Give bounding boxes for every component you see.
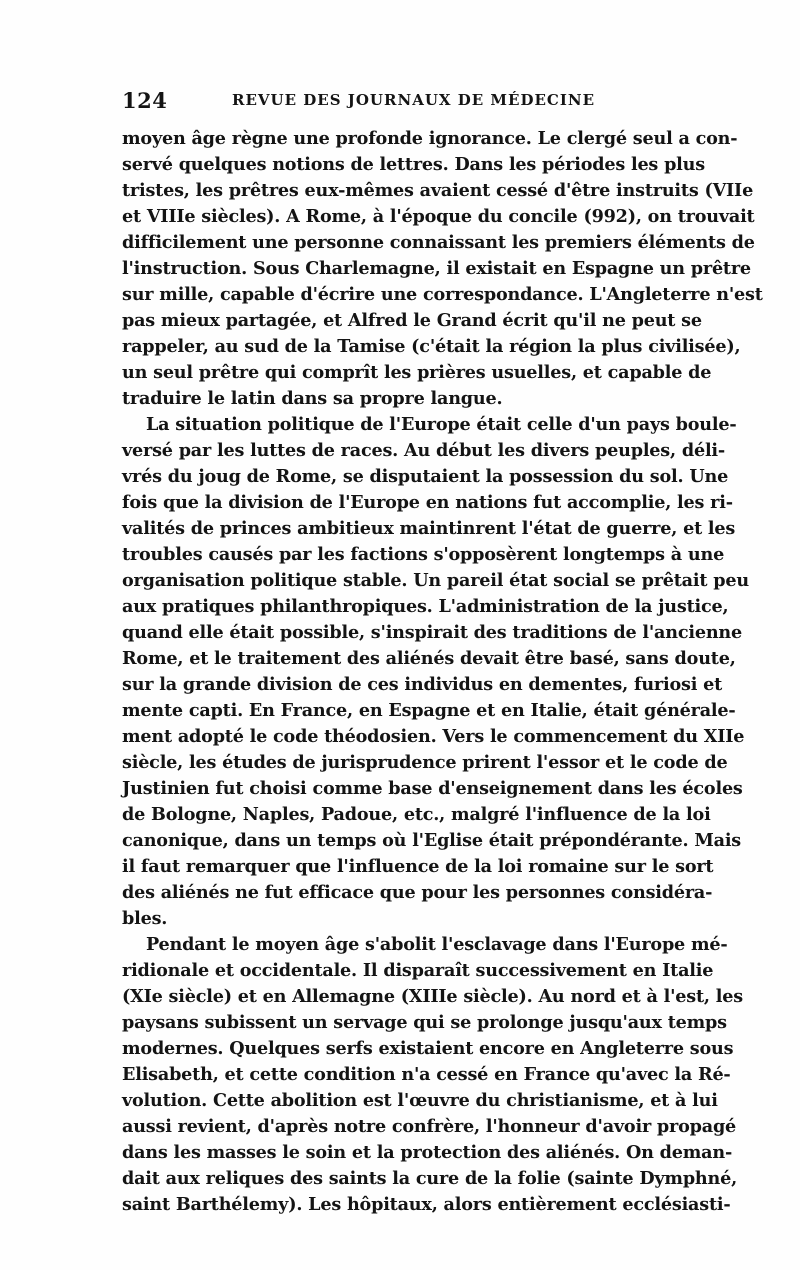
text-line: tristes, les prêtres eux-mêmes avaient cessé d'être instruits (VIIe <box>122 180 754 201</box>
text-line: dans les masses le soin et la protection des aliénés. On deman- <box>122 1142 733 1163</box>
text-line: modernes. Quelques serfs existaient encore en Angleterre sous <box>122 1038 734 1059</box>
text-line: versé par les luttes de races. Au début les divers peuples, déli- <box>122 440 726 461</box>
text-line: aux pratiques philanthropiques. L'administration de la justice, <box>122 596 729 617</box>
text-line: sur mille, capable d'écrire une correspondance. L'Angleterre n'est <box>122 284 763 305</box>
text-line: dait aux reliques des saints la cure de la folie (sainte Dymphné, <box>122 1168 738 1189</box>
text-line: siècle, les études de jurisprudence prirent l'essor et le code de <box>122 752 728 773</box>
text-line: Elisabeth, et cette condition n'a cessé en France qu'avec la Ré- <box>122 1064 731 1085</box>
text-line: de Bologne, Naples, Padoue, etc., malgré l'influence de la loi <box>122 804 711 825</box>
text-line: valités de princes ambitieux maintinrent l'état de guerre, et les <box>122 518 736 539</box>
text-line: fois que la division de l'Europe en nations fut accomplie, les ri- <box>122 492 733 513</box>
text-line: saint Barthélemy). Les hôpitaux, alors entièrement ecclésiasti- <box>122 1194 731 1215</box>
body-text <box>122 126 763 1218</box>
text-line: Justinien fut choisi comme base d'enseignement dans les écoles <box>122 778 743 799</box>
paragraph-start-line: Pendant le moyen âge s'abolit l'esclavage dans l'Europe mé- <box>146 934 728 955</box>
text-line: troubles causés par les factions s'opposèrent longtemps à une <box>122 544 725 565</box>
text-line: organisation politique stable. Un pareil état social se prêtait peu <box>122 570 749 591</box>
text-line: moyen âge règne une profonde ignorance. Le clergé seul a con- <box>122 128 738 149</box>
text-line: quand elle était possible, s'inspirait des traditions de l'ancienne <box>122 622 742 643</box>
paragraph-end-line: traduire le latin dans sa propre langue. <box>122 388 503 409</box>
running-head: REVUE DES JOURNAUX DE MÉDECINE <box>232 91 596 109</box>
text-line: servé quelques notions de lettres. Dans les périodes les plus <box>122 154 705 175</box>
text-line: l'instruction. Sous Charlemagne, il existait en Espagne un prêtre <box>122 258 751 279</box>
text-line: volution. Cette abolition est l'œuvre du christianisme, et à lui <box>122 1090 718 1111</box>
text-line: vrés du joug de Rome, se disputaient la possession du sol. Une <box>122 466 729 487</box>
text-line: (XIe siècle) et en Allemagne (XIIIe siècle). Au nord et à l'est, les <box>122 986 743 1007</box>
text-line: mente capti. En France, en Espagne et en Italie, était générale- <box>122 700 736 721</box>
text-line: canonique, dans un temps où l'Eglise était prépondérante. Mais <box>122 830 742 851</box>
text-line: et VIIIe siècles). A Rome, à l'époque du concile (992), on trouvait <box>122 206 755 227</box>
text-line: difficilement une personne connaissant les premiers éléments de <box>122 232 755 253</box>
text-line: sur la grande division de ces individus en dementes, furiosi et <box>122 674 723 695</box>
text-line: des aliénés ne fut efficace que pour les personnes considéra- <box>122 882 713 903</box>
text-line: ment adopté le code théodosien. Vers le commencement du XIIe <box>122 726 745 747</box>
page-number: 124 <box>122 88 168 113</box>
paragraph-end-line: bles. <box>122 908 168 929</box>
text-line: rappeler, au sud de la Tamise (c'était la région la plus civilisée), <box>122 336 741 357</box>
text-line: ridionale et occidentale. Il disparaît successivement en Italie <box>122 960 714 981</box>
text-line: Rome, et le traitement des aliénés devait être basé, sans doute, <box>122 648 736 669</box>
text-line: pas mieux partagée, et Alfred le Grand écrit qu'il ne peut se <box>122 310 702 331</box>
paragraph-start-line: La situation politique de l'Europe était celle d'un pays boule- <box>146 414 737 435</box>
text-line: aussi revient, d'après notre confrère, l'honneur d'avoir propagé <box>122 1116 737 1137</box>
page-header <box>122 88 678 120</box>
text-line: un seul prêtre qui comprît les prières usuelles, et capable de <box>122 362 712 383</box>
text-line: il faut remarquer que l'influence de la loi romaine sur le sort <box>122 856 714 877</box>
text-line: paysans subissent un servage qui se prolonge jusqu'aux temps <box>122 1012 727 1033</box>
